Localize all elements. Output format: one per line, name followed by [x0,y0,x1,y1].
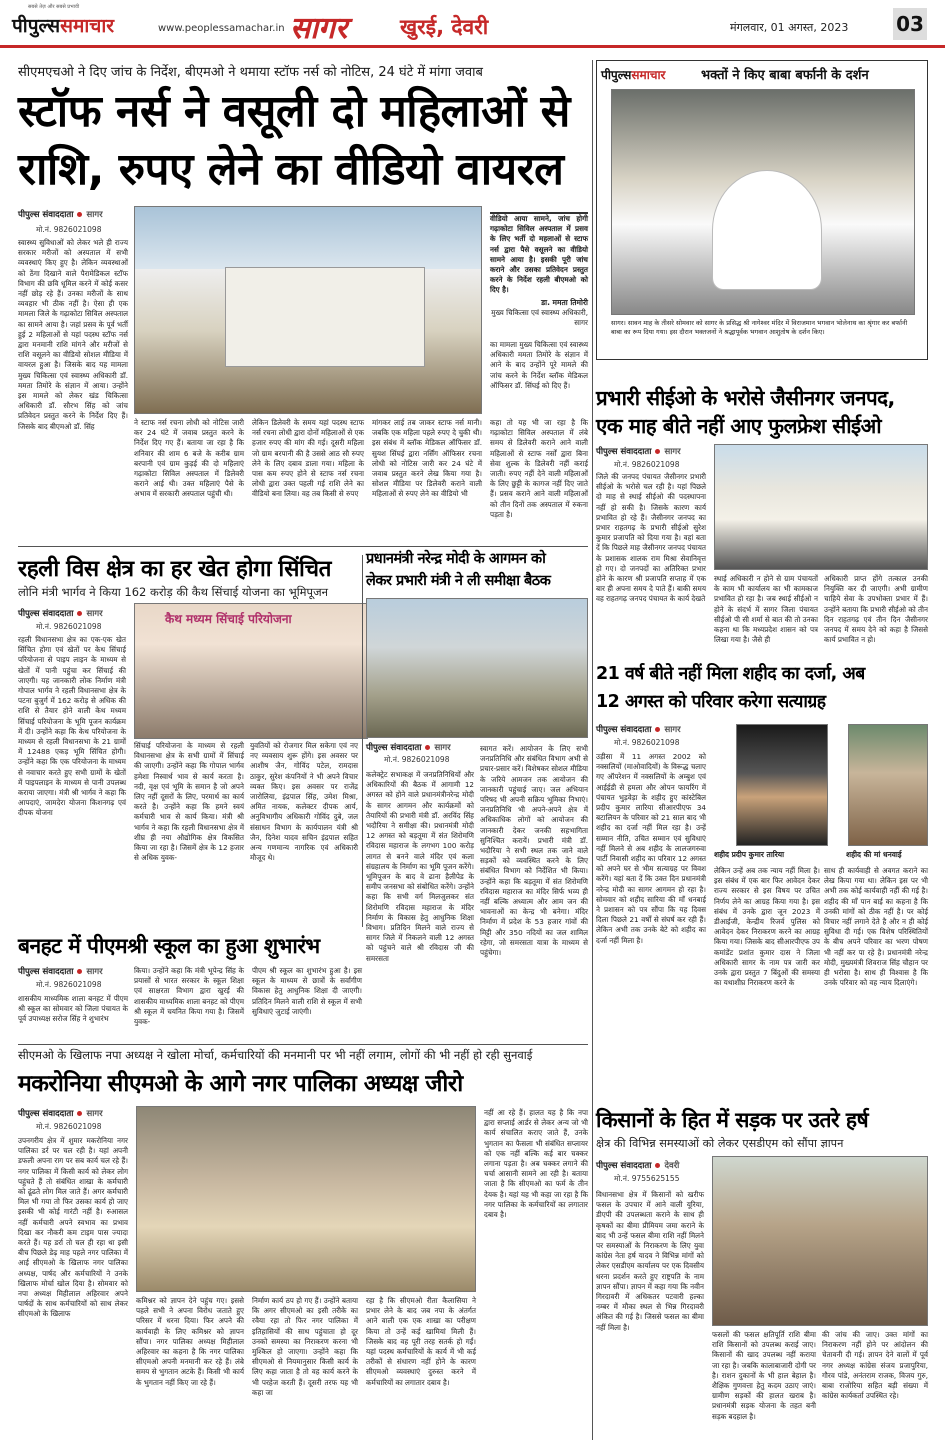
column-3: अधिकारी प्राप्त होंगे तत्काल उनकी नियुक्ति कर दी जाएगी। अभी ग्रामीण चाहिये सेवा के उपभोक्ता प्रभार में हैं। उन्होंने बताया कि प्रभारी सीईओ को तीन दिन राहतगढ़ एवं तीन दिन जैसीनगर जनपद में समय देने को कहा है जिससे कार्य प्रभावित न हो। [824,574,928,645]
column-3: की जांच की जाए। उक्त मांगों का निराकरण नहीं होने पर आंदोलन की चेतावनी दी गई। ज्ञापन देने वालों में पूर्व नगर अध्यक्ष कांग्रेस संजय प्रजापुरिया, गौरव पांडे, अनंतराम राजक, विजय गुरु, बाबा राजोरिया सहित बड़ी संख्या में कांग्रेस कार्यकर्ता उपस्थित रहे। [822,1330,928,1401]
brand-name: पीपुल्स [12,15,61,37]
place: सागर [434,743,451,753]
bhoomipujan-photo [134,603,368,739]
right-column-divider [592,60,593,1440]
shiva-photo [611,89,915,315]
phone: मो.नं. 9826021098 [614,738,680,747]
place: सागर [664,447,681,457]
dot-icon [425,745,430,750]
headline-line-2: एक माह बीते नहीं आए फुलफ्रेश सीईओ [596,414,882,438]
hospital-photo [134,206,482,414]
column-5: का मामला मुख्य चिकित्सा एवं स्वास्थ्य अधिकारी ममता तिमोरे के संज्ञान में आने के बाद उन्होंने पूरे मामले की जांच करने के निर्देश ब्लॉक मेडिकल ऑफिसर डॉ. सिंघई को दिए हैं। [490,340,588,390]
column-6: कहा तो यह भी जा रहा है कि गढ़ाकोटा सिविल अस्पताल में लंबे समय से डिलेवरी कराने आने वाली महिलाओं से स्टाफ नर्सों द्वारा बिना सेवा शुल्क के डिलेवरी नहीं कराई जाती। रुपए नहीं देने वाली महिलाओं के लिए छुट्टी के कागज नहीं दिए जाते हैं। प्रसव कराने आने वाली महिलाओं को तीन दिनों तक अस्पताल में रुकना पड़ता है। [490,418,588,519]
headline-line-2: लेकर प्रभारी मंत्री ने ली समीक्षा बैठक [366,573,551,589]
phone: मो.नं. 9755625155 [614,1174,680,1183]
column-3: साथ ही कार्यवाही से अवगत कराने का लेख किया गया था। लेकिन इस पर भी अभी तक कोई कार्यवाही नहीं की गई है। शहीद की माँ पान बाई का कहना है कि उनकी मांगों को ठीक नहीं है। पर कोई विचार नहीं लगाने देते है और न ही कोई सुविधा दी गई। एक विशेष परिस्थितियों के बीच अपने परिवार का भरण पोषण भी नहीं कर पा रहे है। प्रधानमंत्री नरेन्द्र मोदी, मुख्यमंत्री शिवराज सिंह चौहान पर ही भरोसा है। साथ ही विश्वास है कि उनके परिवार को वह न्याय दिलाएंगे। [824,866,928,988]
phone: मो.नं. 9826021098 [614,460,680,469]
column-2: लेकिन उन्हें अब तक न्याय नहीं मिला है। इस संबंध में एक बार फिर आवेदन देकर राज्य सरकार से इस विषय पर उचित निर्णय लेने का आग्रह किया गया है। इस संबंध में उनके द्वारा जून 2023 में डीआईजी, केन्द्रीय रिजर्व पुलिस को आवेदन देकर निराकरण करने का आग्रह किया गया। जिसके बाद सीआरपीएफ उप कमांडेंट प्रशांत कुमार दास ने जिला अधिकारी सागर के नाम पत्र जारी कर उनके द्वारा प्रस्तुत 7 बिंदुओं की समस्या का यथाशीघ्र निराकरण करने के [714,866,820,988]
issue-date: मंगलवार, 01 अगस्त, 2023 [730,21,849,34]
kicker: सीएमओ के खिलाफ नपा अध्यक्ष ने खोला मोर्चा, कर्मचारियों की मनमानी पर भी नहीं लगाम, लोगों की भी नहीं हो रही सुनवाई [18,1048,533,1062]
review-photo [366,598,588,738]
box-headline: भक्तों ने किए बाबा बर्फानी के दर्शन [701,68,869,83]
column-3: लेकिन डिलेवरी के समय यहां पदस्थ स्टाफ नर्स रचना लोधी द्वारा दोनों महिलाओं से एक हजार रुपए की मांग की गई। दूसरी महिला जो ग्राम बरपानी की है उससे आठ सौ रुपए लेने के लिए दबाव डाला गया। महिला के पास कम रुपए होने से स्टाफ नर्स रचना लोधी द्वारा उक्त पहली गई राशि लेने का वीडियो बना लिया। वह तब किसी से रुपए [252,418,364,499]
column-1: शासकीय माध्यमिक शाला बनहट में पीएम श्री स्कूल का सोमवार को जिला पंचायत के पूर्व उपाध्यक्ष सरोज सिंह ने शुभारंभ [18,994,128,1024]
byline [18,966,103,977]
brand-name-accent: समाचार [60,15,115,37]
column-3: निर्माण कार्य ठप हो गए हैं। उन्होंने बताया कि अगर सीएमओ का इसी तरीके का रवैया रहा तो फिर नगर पालिका में इतिहासियों की साथ पहुंचाता हो दूर उनको समस्या का निराकरण करना भी मुश्किल हो जाएगा। उन्होंने कहा कि सीएमओ से नियमानुसार किसी कार्य के लिए कहा जाता है तो वह कार्य करने के भी परहेज करती हैं। दूसरी तरफ यह भी कहा जा [252,1296,358,1397]
box-brand [601,66,665,83]
divider [18,546,588,547]
subheadline: लोनि मंत्री भार्गव ने किया 162 करोड़ की कैथ सिंचाई योजना का भूमिपूजन [18,585,329,599]
memorandum-photo [712,1156,928,1326]
place: सागर [86,967,103,977]
pm-visit-column-2: स्वागत करें। आयोजन के लिए सभी जनप्रतिनिधि और संबंधित विभाग अभी से प्रचार-प्रसार करें। विशेषकर सोशल मीडिया के जरिये आमजन तक आयोजन की जानकारी पहुंचाई जाए। जल अभियान परिषद भी अपनी सक्रिय भूमिका निभाएं। जनप्रतिनिधि भी अपने-अपने क्षेत्र में अधिकाधिक लोगों को आयोजन की जानकारी देकर जनकी सहभागिता सुनिश्चित करायें। प्रभारी मंत्री डॉ. भदौरिया ने सभी स्थल तक जाने वाले सड़कों को व्यवस्थित करने के लिए संबंधित विभाग को निर्देशित भी किया। उन्होंने कहा कि बड़तूमा में संत शिरोमणि रविदास महाराज का मंदिर सिर्फ भव्य ही नहीं बल्कि अध्यात्म और आम जन की भावनाओं का केन्द्र भी बनेगा। मंदिर निर्माण में प्रदेश के 53 हजार गांवों की मिट्टी और 350 नदियों का जल शामिल रहेगा, जो समरसता यात्रा के माध्यम से पहुंचेगा। [480,744,588,958]
page-number: 03 [893,8,927,40]
reporter: पीपुल्स संवाददाता [18,967,74,977]
column-1: स्वास्थ्य सुविधाओं को लेकर भले ही राज्य सरकार मरीजों को अस्पताल में सभी व्यवस्थाएं किए हुए है। लेकिन व्यवस्थाओं को ठेंगा दिखाने वाले पैरामेडिकल स्टॉफ विभाग की छवि धूमिल करने में कोई कसर नहीं छोड़ रहे हैं। उनका मरीजों के साथ व्यवहार भी ठीक नहीं है। ऐसा ही एक मामला जिले के गढ़ाकोटा सिविल अस्पताल का सामने आया है। जहां प्रसव के पूर्व भर्ती हुई 2 महिलाओं से यहां पदस्थ स्टॉफ नर्स द्वारा मनमानी राशि मांगने और मरीजों से राशि वसूलने का वीडियो सोशल मीडिया में वायरल हुआ है। जिसके बाद यह मामला मुख्य चिकित्सा एवं स्वास्थ्य अधिकारी डॉ. ममता तिमोरे के संज्ञान में आया। उन्होंने इस मामले को लेकर खंड चिकित्सा अधिकारी डॉ. सौरभ सिंह को जांच प्रतिवेदन प्रस्तुत करने के निर्देश दिए हैं। जिसके बाद बीएमओ डॉ. सिंह [18,238,128,431]
dot-icon [655,1163,660,1168]
column-2: कमिश्नर को ज्ञापन देने पहुंच गए। इससे पहले सभी ने अपना विरोध जताते हुए परिसर में धरना दिया। फिर अपने की कार्यवाही के लिए कमिश्नर को ज्ञापन सौंपा। नगर पालिका अध्यक्ष मिहीलाल अहिरवार का कहना है कि नगर पालिका सीएमओ अपनी मनमानी कर रहे हैं। लंबे समय से भुगतान अटके हैं। किसी भी कार्य के भुगतान नहीं किए जा रहे हैं। [136,1296,244,1387]
martyr-caption: शहीद प्रदीप कुमार तारिया [714,850,785,859]
reporter: पीपुल्स संवाददाता [596,1161,652,1171]
building-shape [225,267,425,367]
story-makronia [18,1048,588,1440]
quote-text: वीडियो आया सामने, जांच होगी गढ़ाकोटा सिविल अस्पताल में प्रसव के लिए भर्ती दो महलाओं से स्टाफ नर्स द्वारा पैसे वसूलने का वीडियो सामने आया है। इसकी पूरी जांच कराने और उसका प्रतिवेदन प्रस्तुत करने के निर्देश रहली बीएमओ को दिए है। [490,214,588,295]
byline [18,209,103,220]
edition-name: खुरई, देवरी [400,15,489,39]
story-pmshri [18,932,588,1042]
column-1: विधानसभा क्षेत्र में किसानों को खरीफ फसल के उपचार में आने वाली यूरिया, डीएपी की उपलब्धता कराने के साथ ही कृषकों का बीमा प्रीमियम जमा कराने के बाद भी उन्हें फसल बीमा राशि नहीं मिलने पर समस्याओं के निराकरण के लिए युवा कांग्रेस नेता हर्ष यादव ने विभिन्न मांगों को लेकर एसडीएम कार्यालय पर एक दिवसीय धरना प्रदर्शन करते हुए राष्ट्रपति के नाम ज्ञापन सौंपा। ज्ञापन में कहा गया कि नवीन गिरदावरी में अधिकतर पटवारी हल्का नम्बर में मौका स्थल से भिन्न गिरदावरी अंकित की गई है। जिससे फसल का बीमा नहीं मिला है। [596,1190,704,1332]
story-martyr [596,660,928,1060]
headline-line-1: प्रभारी सीईओ के भरोसे जैसीनगर जनपद, [596,386,895,410]
dot-icon [77,1111,82,1116]
reporter: पीपुल्स संवाददाता [18,210,74,220]
kicker: सीएमएचओ ने दिए जांच के निर्देश, बीएमओ ने थमाया स्टॉफ नर्स को नोटिस, 24 घंटे में मांगा जवाब [18,65,483,80]
headline-line-2: राशि, रुपए लेने का वीडियो वायरल [18,144,564,195]
subheadline: क्षेत्र की विभिन्न समस्याओं को लेकर एसडीएम को सौंपा ज्ञापन [596,1137,844,1150]
story-ceo [596,384,928,664]
column-1: रहली विधानसभा क्षेत्र का एक-एक खेत सिंचित होगा एवं खेतों पर केथ सिंचाई परियोजना से पाइप लाइन के माध्यम से खेतों में पानी पहुंचा कर सिंचाई की जाएगी। यह जानकारी लोक निर्माण मंत्री गोपाल भार्गव ने रहली विधानसभा क्षेत्र के पटना बुजुर्ग में 162 करोड़ से अधिक की राशि से तैयार होने वाली केथ मध्यम सिंचाई परियोजना के भूमि पूजन कार्यक्रम में दी। उन्होंने कहा कि केथ परियोजना के माध्यम से रहली विधानसभा के 21 ग्रामों में 12488 एकड़ भूमि सिंचित होगी। उन्होंने कहा कि एक परियोजना के माध्यम से नवाचार करते हुए सभी ग्रामों के खेतों में पाइपलाइन के माध्यम से पानी उपलब्ध कराया जाएगा। मंत्री श्री भार्गव ने कहा कि आपदाएं, जामदेरा योजना किशनगढ़ एवं दीपक योजना [18,635,126,818]
dot-icon [655,727,660,732]
headline-line-1: स्टॉफ नर्स ने वसूली दो महिलाओं से [18,86,570,137]
byline [18,1108,103,1119]
column-2: ने स्टाफ नर्स रचना लोधी को नोटिस जारी कर 24 घंटे में जवाब प्रस्तुत करने के निर्देश दिए गए हैं। बताया जा रहा है कि शनिवार की शाम 6 बजे के करीब ग्राम बरपानी एवं ग्राम कुड़ई की दो महिलाएं गढ़ाकोटा सिविल अस्पताल में डिलेवरी कराने आई थी। उक्त महिलाएं पैसे के अभाव में सरकारी अस्पताल पहुंची थी। [134,418,244,499]
masthead [0,0,945,48]
dot-icon [77,212,82,217]
place: सागर [86,210,103,220]
byline [596,446,681,457]
headline: रहली विस क्षेत्र का हर खेत होगा सिंचित [18,556,331,582]
phone: मो.नं. 9826021098 [36,225,102,234]
box-caption: सागर। सावन माह के तीसरे सोमवार को सागर के प्रसिद्ध श्री नागेश्वर मंदिर में विराजमान भगवान भोलेनाथ का श्रृंगार कर बर्फानी बाबा का रूप दिया गया। इस दौरान भक्तजनों ने श्रद्धापूर्वक भगवान आशुतोष के दर्शन किए। [611,319,908,336]
headline-line-2: 12 अगस्त को परिवार करेगा सत्याग्रह [596,692,826,712]
divider [18,1044,588,1045]
irrigation-column-3: युवतियों को रोजगार मिल सकेगा एवं नए नए व्यवसाय शुरू होंगे। इस अवसर पर आशीष जैन, गोविंद पटेल, रामदास ठाकुर, सुरेश कंपनियों ने भी अपने विचार व्यक्त किए। इस अवसर पर राजेंद्र जारोलिया, इंद्रपाल सिंह, उमेश मिश्रा, अमित नायक, कलेक्टर दीपक आर्य, अनुविभागीय अधिकारी गोविंद दुबे, जल संसाधन विभाग के कार्यपालन यंत्री श्री जैन, दिनेश यादव सचिन इंद्रपाल सहित अन्य गणमान्य नागरिक एवं अधिकारी मौजूद थे। [250,741,358,863]
column-2: किया। उन्होंने कहा कि मंत्री भूपेन्द्र सिंह के प्रयासों से भारत सरकार के स्कूल शिक्षा एवं साक्षरता विभाग द्वारा खुरई की शासकीय माध्यमिक शाला बनहट को पीएम श्री स्कूल में चयनित किया गया है। जिसमें युवक- [134,966,244,1027]
column-2: स्थाई अधिकारी न होने से ग्राम पंचायतों के काम भी कार्यालय का भी कामकाज प्रभावित हो रहा है। जब स्थाई सीईओ न होने के संदर्भ में सागर जिला पंचायत सीईओ पी सी शर्मा से बात की तो उनका कहना था कि मध्यप्रदेश शासन को पत्र लिखा गया है। जैसे ही [714,574,818,645]
place: देवरी [664,1161,680,1171]
place: सागर [664,725,681,735]
box-brand-accent: समाचार [631,68,666,82]
column-4: मांगकर लाई तब जाकर स्टाफ नर्स मानी। जबकि एक महिला पहले रुपए दे चुकी थी। इस संबंध में ब्लॉक मेडिकल ऑफिसर डॉ. सुयश सिंघई द्वारा नर्सिंग ऑफिसर रचना लोधी को नोटिस जारी कर 24 घंटे में जवाब प्रस्तुत करने लेख किया गया है। सोशल मीडिया पर डिलेवरी कराने वाली महिलाओं से रुपए लेने का वीडियो भी [372,418,482,499]
site-url: www.peoplessamachar.in [158,23,285,34]
story-nurse [18,62,588,522]
phone: मो.नं. 9826021098 [36,622,102,631]
mother-caption: शहीद की मां धनवाई [846,850,902,859]
headline-line-1: प्रधानमंत्री नरेन्द्र मोदी के आगमन को [366,551,546,567]
office-photo [714,444,928,570]
reporter: पीपुल्स संवाददाता [596,447,652,457]
byline [596,1160,679,1171]
brand-logo [12,12,114,38]
box-brand-name: पीपुल्स [601,68,632,82]
column-1: उपनगरीय क्षेत्र में शुमार मकरोनिया नगर पालिका डर्र पर चल रही है। यहां अपनी डफली अपना राग पर सब कार्य चल रहे हैं। नगर पालिका में किसी कार्य को लेकर लोग पहुंचते हैं तो संबंधित शाखा के कर्मचारी को ढूंढते लोग मिल जाते हैं। अगर कर्मचारी मिल भी गया तो फिर उसका कार्य हो जाए इसकी भी कोई गारंटी नहीं है। रुआसल नहीं कर्मचारी अपने स्वभाव का प्रभाव दिखा कर नौकरी कम टाइम पास ज्यादा करते हैं। यह डर्रा तो चल ही रहा था इसी बीच पिछले डेढ़ माह पहले नगर पालिका में आई सीएमओ के खिलाफ नगर पालिका अध्यक्ष, पार्षद और कर्मचारियों ने उनके खिलाफ मोर्चा खोल दिया है। सोमवार को नपा अध्यक्ष मिहीलाल अहिरवार अपने पार्षदों के साथ कर्मचारियों को साथ लेकर सीएमओ के खिलाफ [18,1136,128,1319]
column-4: रहा है कि सीएमओ रीता कैलासिया ने प्रभार लेने के बाद जब नपा के अंतर्गत आने वाली एक एक शाखा का परीक्षण किया तो उन्हें कई खामियां मिली हैं। जिसके बाद वह पूरी तरह सतर्क हो गईं। यहां पदस्थ कर्मचारियों के कार्य में भी कई तरीकों से संधारण नहीं होने के कारण सीएमओ व्यवस्थाएं दुरुस्त करने में कर्मचारियों का लगातार दबाव है। [366,1296,476,1387]
headline: किसानों के हित में सड़क पर उतरे हर्ष [596,1108,869,1132]
reporter: पीपुल्स संवाददाता [18,1109,74,1119]
brand-tagline: सबसे तेज़ और सबसे प्रभावी [28,4,80,10]
column-3: पीएम श्री स्कूल का शुभारंभ हुआ है। इस स्कूल के माध्यम से छात्रों के सर्वांगीण विकास हेतु आधुनिक शिक्षा दी जाएगी। प्रतिदिन मिलने वाली राशि से स्कूल में सभी सुविधाएं जुटाई जाएंगी। [252,966,362,1016]
reporter: पीपुल्स संवाददाता [18,609,74,619]
story-farmers [596,1106,928,1440]
headline-line-1: 21 वर्ष बीते नहीं मिला शहीद का दर्जा, अब [596,664,865,684]
byline [366,742,451,753]
quote-name: डा. ममता तिमोरी [541,297,588,307]
pm-visit-column-1: कलेक्ट्रेट सभाकक्ष में जनप्रतिनिधियों और अधिकारियों की बैठक में आगामी 12 अगस्त को होने वाले प्रधानमंत्रीनरेन्द्र मोदी के सागर आगमन और कार्यक्रमों को तैयारियों की प्रभारी मंत्री डॉ. अरविंद सिंह भदौरिया ने समीक्षा की। प्रधानमंत्री मोदी 12 अगस्त को बड़तूमा में संत शिरोमणि रविदास महाराज के लगभग 100 करोड़ लागत से बनने वाले मंदिर एवं कला संग्रहालय के निर्माण का भूमि पूजन करेंगे। भूमिपूजन के बाद वे ढाना हैलीपेड के समीप जनसभा को संबोधित करेंगे। उन्होंने कहा कि सभी वर्ग मिलजुलकर संत शिरोमणि रविदास महाराज के मंदिर निर्माण के विकास हेतु आधुनिक शिक्षा विभाग। प्रतिदिन मिलने वाले राज्य से सागर जिले में निकलने वाली 12 अगस्त को पहुंचने वाले श्री रविदास जी की समरसता [366,770,474,963]
reporter: पीपुल्स संवाददाता [366,743,422,753]
place: सागर [86,1109,103,1119]
quote-box [490,212,588,332]
dot-icon [77,969,82,974]
phone: मो.नं. 9826021098 [384,755,450,764]
ice-lingam-shape [712,170,822,290]
column-divider [362,555,363,927]
column-2: फसलों की फसल क्षतिपूर्ति राशि बीमा राशि किसानों को उपलब्ध कराई जाए। किसानों की खाद उपलब्ध नहीं कराया जा रहा है। जबकि कालाबाजारी दोगी पर है। राशन दुकानों के भी हाल बेहाल है। शैक्षिक गुणवत्ता हेतु कदम उठाए जाएं। ग्रामीण सड़कों की हालत खराब है। प्रधानमंत्री सड़क योजना के तहत बनी सड़क बदहाल है। [712,1330,816,1421]
mother-photo [848,724,928,846]
dot-icon [655,449,660,454]
byline [18,608,103,619]
column-1: उड़ीसा में 11 अगस्त 2002 को नक्सलियों (माओवादियों) के विरूद्ध चलाए गए ऑपरेशन में नक्सलियों के अम्बुश एवं आईईडी से हमला और ओपन फायरिंग में पंचायत भुड़वेड़ा के शहीद हुए कांस्टेबिल प्रदीप कुमार लारिया सीआरपीएफ 34 बटालियन के परिवार को 21 साल बाद भी शहीद का दर्जा नहीं मिल रहा है। उन्हें सम्मान नीति, उचित सम्मान एवं सुविधाएं नहीं मिलने से अब शहीद के लालजगरुवा पार्टी निवासी शहीद का परिवार 12 अगस्त को अपने घर से भीम सत्याग्रह पर विवश करेंगे। यहां बता दें कि उक्त दिन प्रधानमंत्री नरेन्द्र मोदी का सागर आगमन हो रहा है। सोमवार को शहीद सारिया की माँ धनबाई ने प्रशासन को पत्र सौंपा कि यह दिवस दिला पिछले 21 वर्षों से संघर्ष कर रही हैं। लेकिन अभी तक उनके बेटे को शहीद का दर्जा नहीं मिला है। [596,752,706,945]
story-barfani [596,60,928,360]
column-2: सिंचाई परियोजना के माध्यम से रहली विधानसभा क्षेत्र के सभी ग्रामों में सिंचाई की जाएगी। उन्होंने कहा कि गोपाल भार्गव हमेशा निस्वार्थ भाव से कार्य करता है। नदी, वृक्ष एवं भूमि के समान है जो अपने लिए नहीं दूसरों के लिए, परमार्थ का कार्य करते है। उन्होंने कहा कि हमने स्वयं कर्मचारी भाव से कार्य किया। मंत्री श्री भार्गव ने कहा कि रहली विधानसभा क्षेत्र में शीघ्र ही नया औद्योगिक क्षेत्र विकसित किया जा रहा है। जिसमें क्षेत्र के 12 हजार से अधिक युवक- [134,741,244,863]
headline: बनहट में पीएमश्री स्कूल का हुआ शुभारंभ [18,934,320,958]
column-5: नहीं आ रहे हैं। हालत यह है कि नपा द्वारा सप्लाई आर्डर से लेकर अन्य जो भी कार्य संचालित कराए जाते हैं, उनके भुगतान का फैसला भी संबंधित सप्लायर को एक नहीं बल्कि कई बार चक्कर लगाना पड़ता है। अब चक्कर लगाने की चर्चा आसानी सामने आ रही है। बताया जाता है कि सीएमओ का फर्म के तीन देयक है। यहां यह भी कहा जा रहा है कि नगर पालिका के कर्मचारियों का लगातार दबाव है। [484,1108,588,1220]
column-1: जिले की जनपद पंचायत जैसीनगर प्रभारी सीईओ के भरोसे चल रही है। यहां पिछले दो माह से स्थाई सीईओ की पदस्थापना नहीं हो सकी है। जिसके कारण कार्य प्रभावित हो रहे हैं। जैसीनगर जनपद का प्रभार राहतगढ़ के प्रभारी सीईओ सुरेश कुमार प्रजापति को दिया गया है। वहां बता दें कि पिछले माह जैसीनगर जनपद पंचायत के प्रशासक शालक राम मिश्रा सेवानिवृत्त हो गए। दो जनपदों का अतिरिक्त प्रभार होने के कारण श्री प्रजापति सप्ताह में एक बार ही अपना समय दे पाते हैं। बाकी समय वह राहतगढ़ जनपद पंचायत के कार्य देखते [596,472,706,604]
headline: मकरोनिया सीएमओ के आगे नगर पालिका अध्यक्ष जीरो [18,1071,463,1097]
place: सागर [86,609,103,619]
banner-text: कैथ मध्यम सिंचाई परियोजना [165,612,292,626]
phone: मो.नं. 9826021098 [36,980,102,989]
city-title: सागर [290,11,348,46]
phone: मो.नं. 9826021098 [36,1122,102,1131]
reporter: पीपुल्स संवाददाता [596,725,652,735]
dot-icon [77,611,82,616]
martyr-photo [736,724,828,846]
protest-photo [136,1106,476,1292]
byline [596,724,681,735]
quote-title: मुख्य चिकित्सा एवं स्वास्थ्य अधिकारी, सागर [491,307,588,327]
